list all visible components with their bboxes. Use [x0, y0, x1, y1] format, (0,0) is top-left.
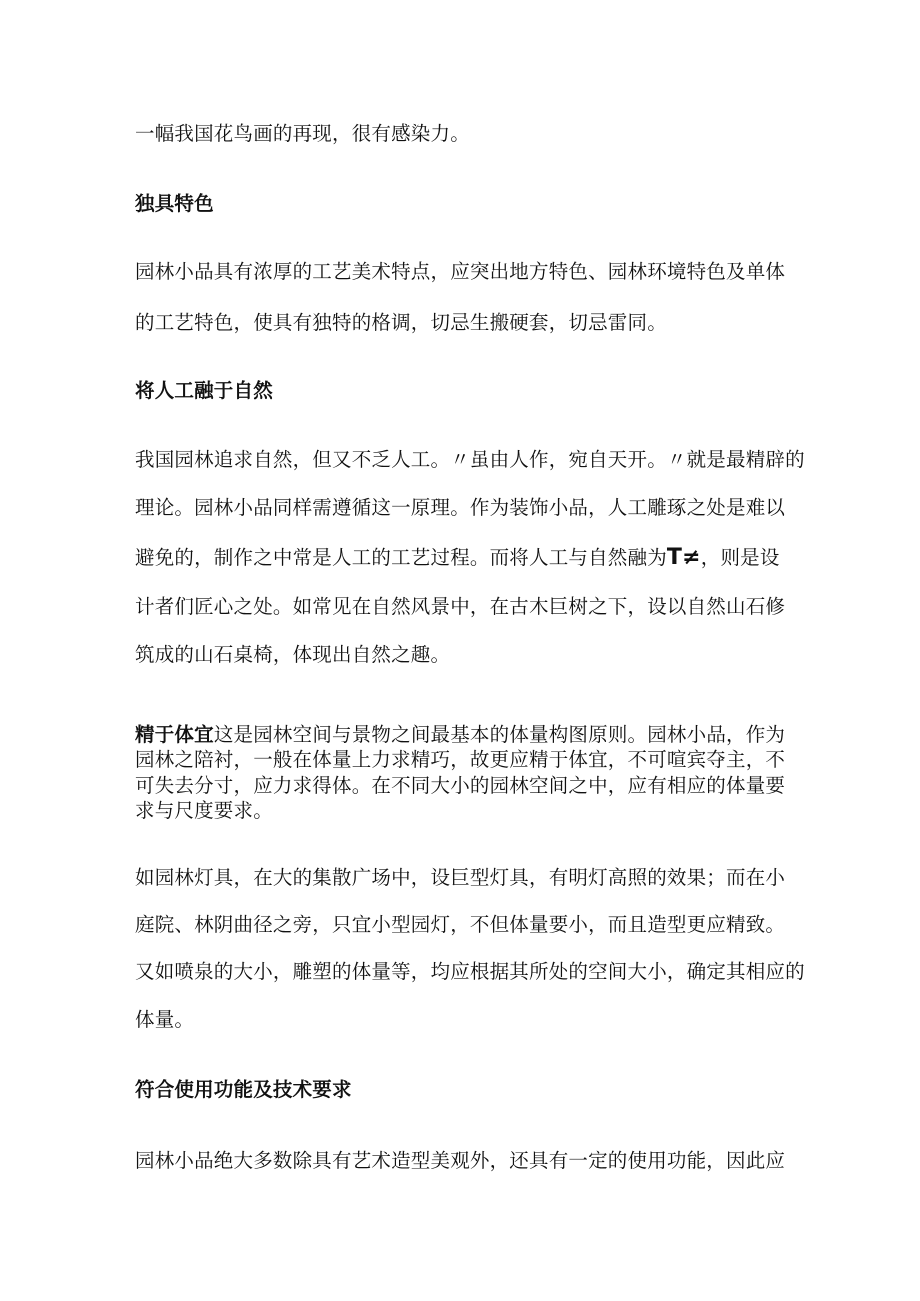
body-line-12: 求与尺度要求。: [135, 799, 273, 822]
section-heading-proportion: 精于体宜: [135, 723, 214, 746]
body-line-6-tail: ，则是设: [700, 546, 780, 569]
body-line-13: 如园林灯具，在大的集散广场中，设巨型灯具，有明灯高照的效果；而在小: [135, 866, 786, 889]
body-line-9: 这是园林空间与景物之间最基本的体量构图原则。园林小品，作为: [213, 723, 786, 746]
body-line-2: 园林小品具有浓厚的工艺美术特点，应突出地方特色、园林环境特色及单体: [135, 260, 786, 283]
body-line-14: 庭院、林阴曲径之旁，只宜小型园灯，不但体量要小，而且造型更应精致。: [135, 913, 786, 936]
body-line-17: 园林小品绝大多数除具有艺术造型美观外，还具有一定的使用功能，因此应: [135, 1149, 786, 1172]
body-line-3: 的工艺特色，使具有独特的格调，切忌生搬硬套，切忌雷同。: [135, 311, 667, 334]
body-line-5: 理论。园林小品同样需遵循这一原理。作为装饰小品，人工雕琢之处是难以: [135, 496, 786, 519]
body-line-1: 一幅我国花鸟画的再现，很有感染力。: [135, 122, 470, 145]
body-line-4: 我国园林追求自然，但又不乏人工。〃虽由人作，宛自天开。〃就是最精辟的: [135, 448, 805, 471]
body-line-10: 园林之陪衬，一般在体量上力求精巧，故更应精于体宜，不可喧宾夺主，不: [135, 748, 786, 771]
body-line-11: 可失去分寸，应力求得体。在不同大小的园林空间之中，应有相应的体量要: [135, 774, 786, 797]
body-line-16: 体量。: [135, 1008, 195, 1031]
section-heading-function: 符合使用功能及技术要求: [135, 1078, 352, 1101]
body-line-7: 计者们匠心之处。如常见在自然风景中，在古木巨树之下，设以自然山石修: [135, 595, 786, 618]
paragraph-proportion-line-1: [135, 725, 785, 745]
section-heading-nature: 将人工融于自然: [135, 379, 273, 402]
body-line-6-text: 避免的，制作之中常是人工的工艺过程。而将人工与自然融为: [135, 546, 667, 569]
body-line-8: 筑成的山石桌椅，体现出自然之趣。: [135, 643, 451, 666]
body-line-15: 又如喷泉的大小，雕塑的体量等，均应根据其所处的空间大小，确定其相应的: [135, 960, 805, 983]
not-equal-symbol: T≠: [666, 545, 701, 570]
body-line-6: [135, 547, 780, 569]
section-heading-distinctive: 独具特色: [135, 192, 214, 215]
